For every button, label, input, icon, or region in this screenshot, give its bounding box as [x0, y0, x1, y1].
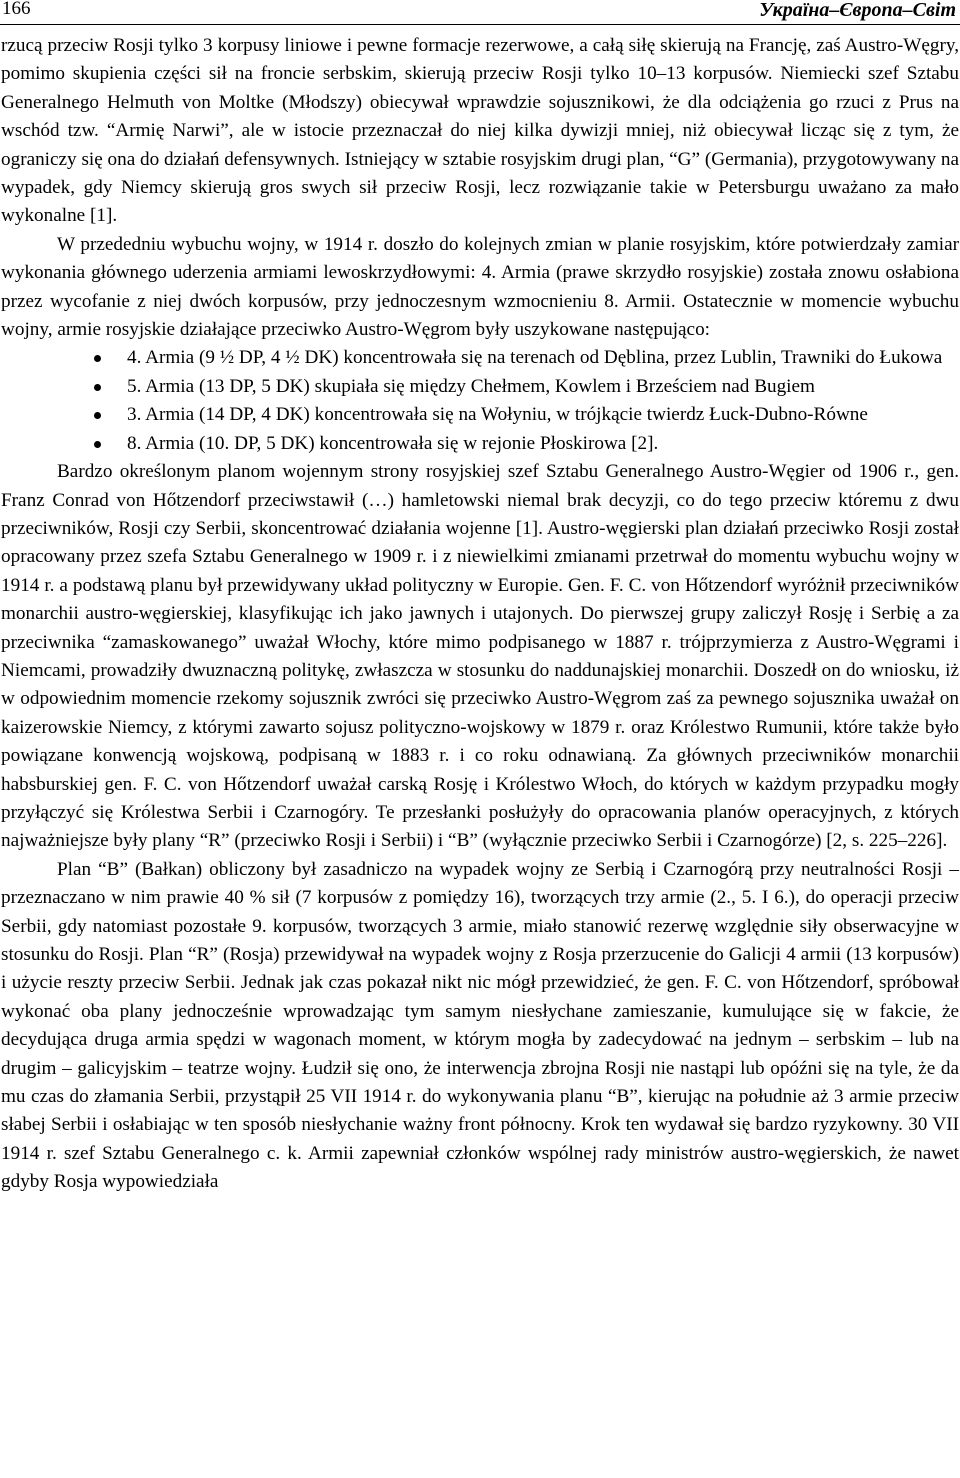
bullet-icon — [94, 412, 101, 419]
army-list — [1, 344, 959, 458]
list-item-text: 5. Armia (13 DP, 5 DK) skupiała się między Chełmem, Kowlem i Brześciem nad Bugiem — [127, 375, 815, 397]
paragraph: Plan “B” (Bałkan) obliczony był zasadniczo na wypadek wojny ze Serbią i Czarnogórą przy neutralności Rosji – przeznaczano w nim prawie 40 % sił (7 korpusów z pomiędzy 16), tworzących trzy armie (2., 5. I 6.), do operacji przeciw Serbii, gdy natomiast pozostałe 9. korpusów, tworzących 3 armie, miało stanowić rezerwę względnie siły obserwacyjne w stosunku do Rosji. Plan “R” (Rosja) przewidywał na wypadek wojny z Rosja przerzucenie do Galicji 4 armii (13 korpusów) i użycie reszty przeciw Serbii. Jednak jak czas pokazał nikt nic mógł przewidzieć, że gen. F. C. von Hőtzendorf, spróbował wykonać oba plany jednocześnie wprowadzając tym samym niesłychane zamieszanie, kumulujące się w fakcie, że decydująca druga armia spędzi w wagonach moment, w którym mogła by zadecydować na jednym – serbskim – lub na drugim – galicyjskim – teatrze wojny. Łudził się ono, że interwencja zbrojna Rosji nie nastąpi lub opóźni się na tyle, że da mu czas do złamania Serbii, przystąpił 25 VII 1914 r. do wykonywania planu “B”, kierując na południe aż 3 armie przeciw słabej Serbii i osłabiając w ten sposób niesłychanie ważny front północny. Krok ten wydawał się bardzo ryzykowny. 30 VII 1914 r. szef Sztabu Generalnego c. k. Armii zapewniał członków wspólnej rady ministrów austro-węgierskich, że nawet gdyby Rosja wypowiedziała — [1, 858, 959, 1193]
page-header — [0, 0, 960, 24]
bullet-icon — [94, 384, 101, 391]
journal-title: Україна–Європа–Світ — [759, 0, 956, 21]
list-item-text: 3. Armia (14 DP, 4 DK) koncentrowała się na Wołyniu, w trójkącie twierdz Łuck-Dubno-Równe — [127, 404, 868, 426]
paragraph: Bardzo określonym planom wojennym strony rosyjskiej szef Sztabu Generalnego Austro-Węgier od 1906 r., gen. Franz Conrad von Hőtzendorf przeciwstawił (…) hamletowski niemal brak decyzji, co do tego przeciw któremu z dwu przeciwników, Rosji czy Serbii, skoncentrować działania wojenne [1]. Austro-węgierski plan działań przeciwko Rosji został opracowany przez szefa Sztabu Generalnego w 1909 r. i z niewielkimi zmianami przetrwał do momentu wybuchu wojny w 1914 r. a podstawą planu był przewidywany układ polityczny w Europie. Gen. F. C. von Hőtzendorf wyróżnił przeciwników monarchii austro-węgierskiej, klasyfikując ich jako jawnych i utajonych. Do pierwszej grupy zaliczył Rosję i Serbię a za przeciwnika “zamaskowanego” uważał Włochy, które mimo podpisanego w 1887 r. trójprzymierza z Austro-Węgrami i Niemcami, prowadziły dwuznaczną politykę, zwłaszcza w stosunku do naddunajskiej monarchii. Doszedł on do wniosku, iż w odpowiednim momencie rzekomy sojusznik zwróci się przeciwko Austro-Węgrom zaś za pewnego sojusznika uważał on kaizerowskie Niemcy, z którymi zawarto sojusz polityczno-wojskowy w 1879 r. oraz Królestwo Rumunii, które także było powiązane konwencją wojskową, podpisaną w 1883 r. i co roku odnawianą. Za głównych przeciwników monarchii habsburskiej gen. F. C. von Hőtzendorf uważał carską Rosję i Królestwo Włoch, do których w każdym przypadku mogły przyłączyć się Królestwa Serbii i Czarnogóry. Te przesłanki posłużyły do opracowania planów operacyjnych, z których najważniejsze były plany “R” (przeciwko Rosji i Serbii) i “B” (wyłącznie przeciwko Serbii i Czarnogórze) [2, s. 225–226]. — [1, 461, 959, 852]
page-number: 166 — [2, 0, 31, 19]
list-item-text: 4. Armia (9 ½ DP, 4 ½ DK) koncentrowała się na terenach od Dęblina, przez Lublin, Trawniki do Łukowa — [127, 347, 943, 369]
list-item — [127, 344, 959, 372]
bullet-icon — [94, 441, 101, 448]
header-rule — [0, 24, 960, 25]
list-item — [127, 430, 959, 458]
paragraph: rzucą przeciw Rosji tylko 3 korpusy liniowe i pewne formacje rezerwowe, a całą siłę skierują na Francję, zaś Austro-Węgry, pomimo skupienia części sił na froncie serbskim, skierują przeciw Rosji tylko 10–13 korpusów. Niemiecki szef Sztabu Generalnego Helmuth von Moltke (Młodszy) obiecywał wprawdzie sojusznikowi, że dla odciążenia go rzuci z Prus na wschód tzw. “Armię Narwi”, ale w istocie przeznaczał do niej kilka dywizji mniej, niż obiecywał licząc się z tym, że ograniczy się ona do działań defensywnych. Istniejący w sztabie rosyjskim drugi plan, “G” (Germania), przygotowywany na wypadek, gdy Niemcy skierują gros swych sił przeciw Rosji, lecz rozwiązanie takie w Petersburgu uważano za mało wykonalne [1]. — [1, 35, 959, 227]
list-item — [127, 373, 959, 401]
article-body — [1, 32, 959, 1197]
list-item — [127, 401, 959, 429]
paragraph: W przededniu wybuchu wojny, w 1914 r. doszło do kolejnych zmian w planie rosyjskim, które potwierdzały zamiar wykonania głównego uderzenia armiami lewoskrzydłowymi: 4. Armia (prawe skrzydło rosyjskie) została znowu osłabiona przez wycofanie z niej dwóch korpusów, przy jednoczesnym wzmocnieniu 8. Armii. Ostatecznie w momencie wybuchu wojny, armie rosyjskie działające przeciwko Austro-Węgrom były uszykowane następująco: — [1, 233, 959, 341]
bullet-icon — [94, 355, 101, 362]
list-item-text: 8. Armia (10. DP, 5 DK) koncentrowała się w rejonie Płoskirowa [2]. — [127, 432, 659, 454]
